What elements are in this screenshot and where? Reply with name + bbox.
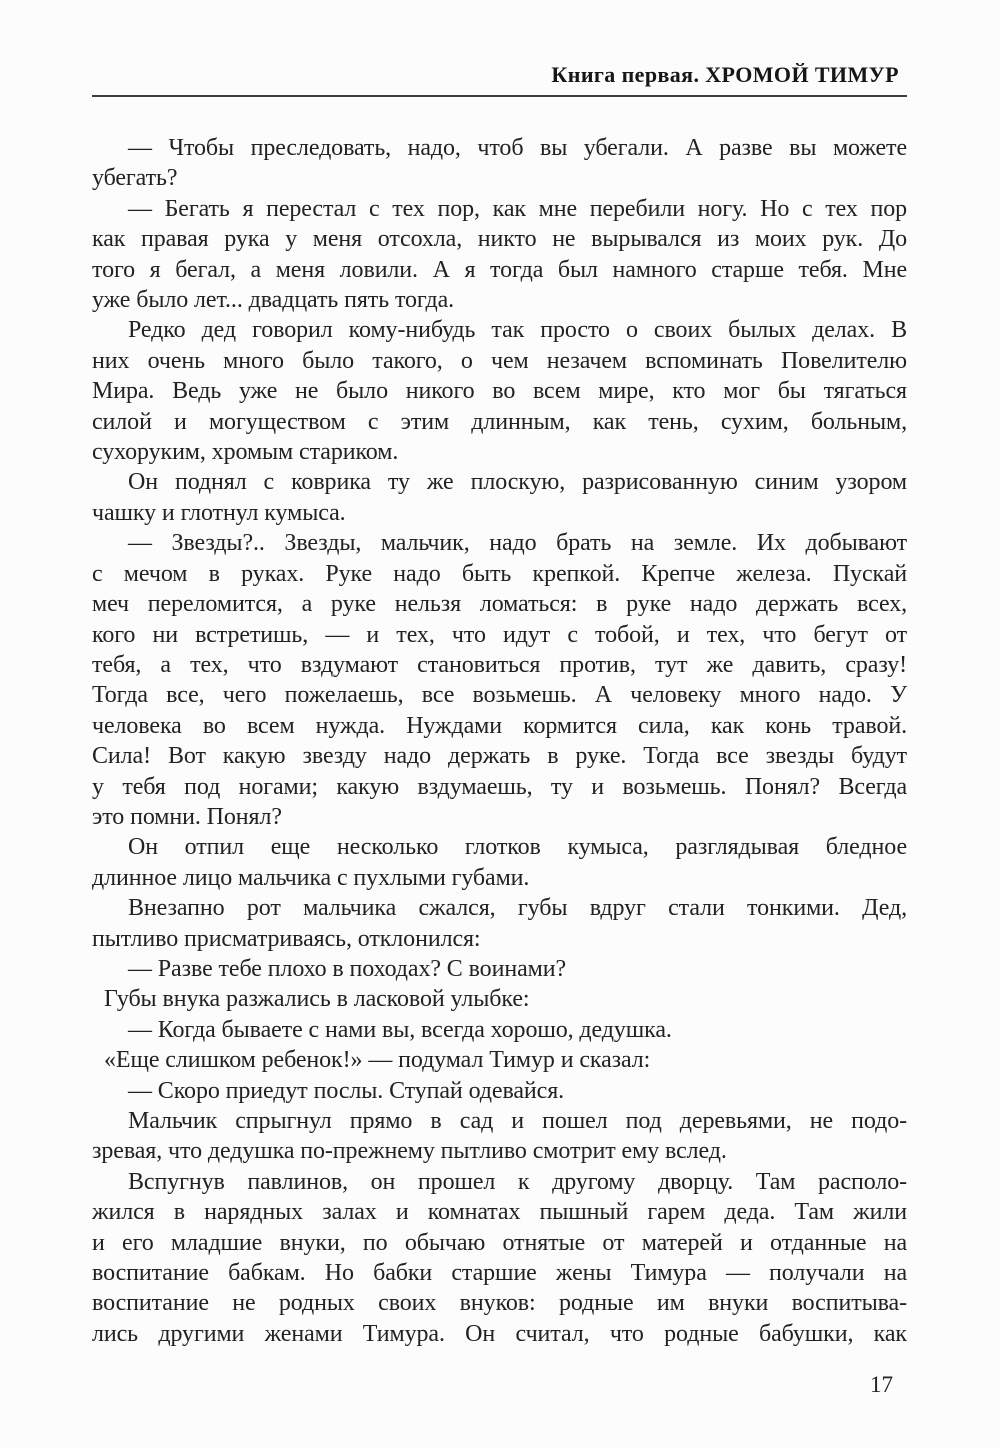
header-rule xyxy=(92,95,907,97)
text-line: убегать? xyxy=(92,165,178,192)
text-line: силой и могуществом с этим длинным, как тень, сухим, больным, xyxy=(92,408,907,435)
text-line: у тебя под ногами; какую вздумаешь, ту и возьмешь. Понял? Всегда xyxy=(92,773,907,800)
text-line: это помни. Понял? xyxy=(92,803,282,830)
text-line: — Бегать я перестал с тех пор, как мне перебили ногу. Но с тех пор xyxy=(128,195,907,222)
text-line: с мечом в руках. Руке надо быть крепкой. Крепче железа. Пускай xyxy=(92,560,907,587)
text-line: зревая, что дедушка по-прежнему пытливо смотрит ему вслед. xyxy=(92,1138,727,1165)
text-line: кого ни встретишь, — и тех, что идут с тобой, и тех, что бегут от xyxy=(92,621,907,648)
text-line: чашку и глотнул кумыса. xyxy=(92,499,346,526)
text-line: человека во всем нужда. Нуждами кормится сила, как конь травой. xyxy=(92,712,907,739)
text-line: «Еще слишком ребенок!» — подумал Тимур и сказал: xyxy=(104,1047,651,1074)
page-number: 17 xyxy=(870,1372,893,1397)
text-line: сухоруким, хромым стариком. xyxy=(92,439,399,466)
text-line: Он отпил еще несколько глотков кумыса, разглядывая бледное xyxy=(128,834,907,861)
text-line: Редко дед говорил кому-нибудь так просто о своих былых делах. В xyxy=(128,317,907,344)
text-line: — Звезды?.. Звезды, мальчик, надо брать на земле. Их добывают xyxy=(128,530,907,557)
body-text xyxy=(92,133,907,1349)
text-line: Губы внука разжались в ласковой улыбке: xyxy=(104,986,530,1013)
text-line: — Разве тебе плохо в походах? С воинами? xyxy=(128,955,567,982)
text-line: пытливо присматриваясь, отклонился: xyxy=(92,925,481,952)
text-line: того я бегал, а меня ловили. А я тогда был намного старше тебя. Мне xyxy=(92,256,907,283)
running-header: Книга первая. ХРОМОЙ ТИМУР xyxy=(551,62,899,87)
text-line: Тогда все, чего пожелаешь, все возьмешь. А человеку много надо. У xyxy=(92,682,907,709)
text-line: как правая рука у меня отсохла, никто не вырывался из моих рук. До xyxy=(92,226,907,253)
text-line: них очень много было такого, о чем незачем вспоминать Повелителю xyxy=(92,347,907,374)
text-line: Сила! Вот какую звезду надо держать в руке. Тогда все звезды будут xyxy=(92,743,907,770)
text-line: лись другими женами Тимура. Он считал, что родные бабушки, как xyxy=(92,1320,907,1347)
text-line: Внезапно рот мальчика сжался, губы вдруг стали тонкими. Дед, xyxy=(128,895,907,922)
text-line: жился в нарядных залах и комнатах пышный гарем деда. Там жили xyxy=(92,1199,907,1226)
text-line: и его младшие внуки, по обычаю отнятые от матерей и отданные на xyxy=(92,1229,907,1256)
text-line: воспитание бабкам. Но бабки старшие жены Тимура — получали на xyxy=(92,1260,907,1287)
text-line: уже было лет... двадцать пять тогда. xyxy=(92,287,455,314)
text-line: тебя, а тех, что вздумают становиться против, тут же давить, сразу! xyxy=(92,651,907,678)
text-line: Мальчик спрыгнул прямо в сад и пошел под деревьями, не подо- xyxy=(128,1108,907,1134)
text-line: Он поднял с коврика ту же плоскую, разрисованную синим узором xyxy=(128,469,907,496)
text-line: воспитание не родных своих внуков: родные им внуки воспитыва- xyxy=(92,1290,907,1317)
text-line: — Когда бываете с нами вы, всегда хорошо, дедушка. xyxy=(128,1016,672,1043)
text-line: — Чтобы преследовать, надо, чтоб вы убегали. А разве вы можете xyxy=(128,135,907,161)
text-line: меч переломится, а руке нельзя ломаться: в руке надо держать всех, xyxy=(92,591,907,618)
text-line: — Скоро приедут послы. Ступай одевайся. xyxy=(128,1077,565,1104)
text-line: Вспугнув павлинов, он прошел к другому дворцу. Там располо- xyxy=(128,1168,907,1195)
text-line: Мира. Ведь уже не было никого во всем мире, кто мог бы тягаться xyxy=(92,378,907,405)
text-line: длинное лицо мальчика с пухлыми губами. xyxy=(92,864,530,891)
